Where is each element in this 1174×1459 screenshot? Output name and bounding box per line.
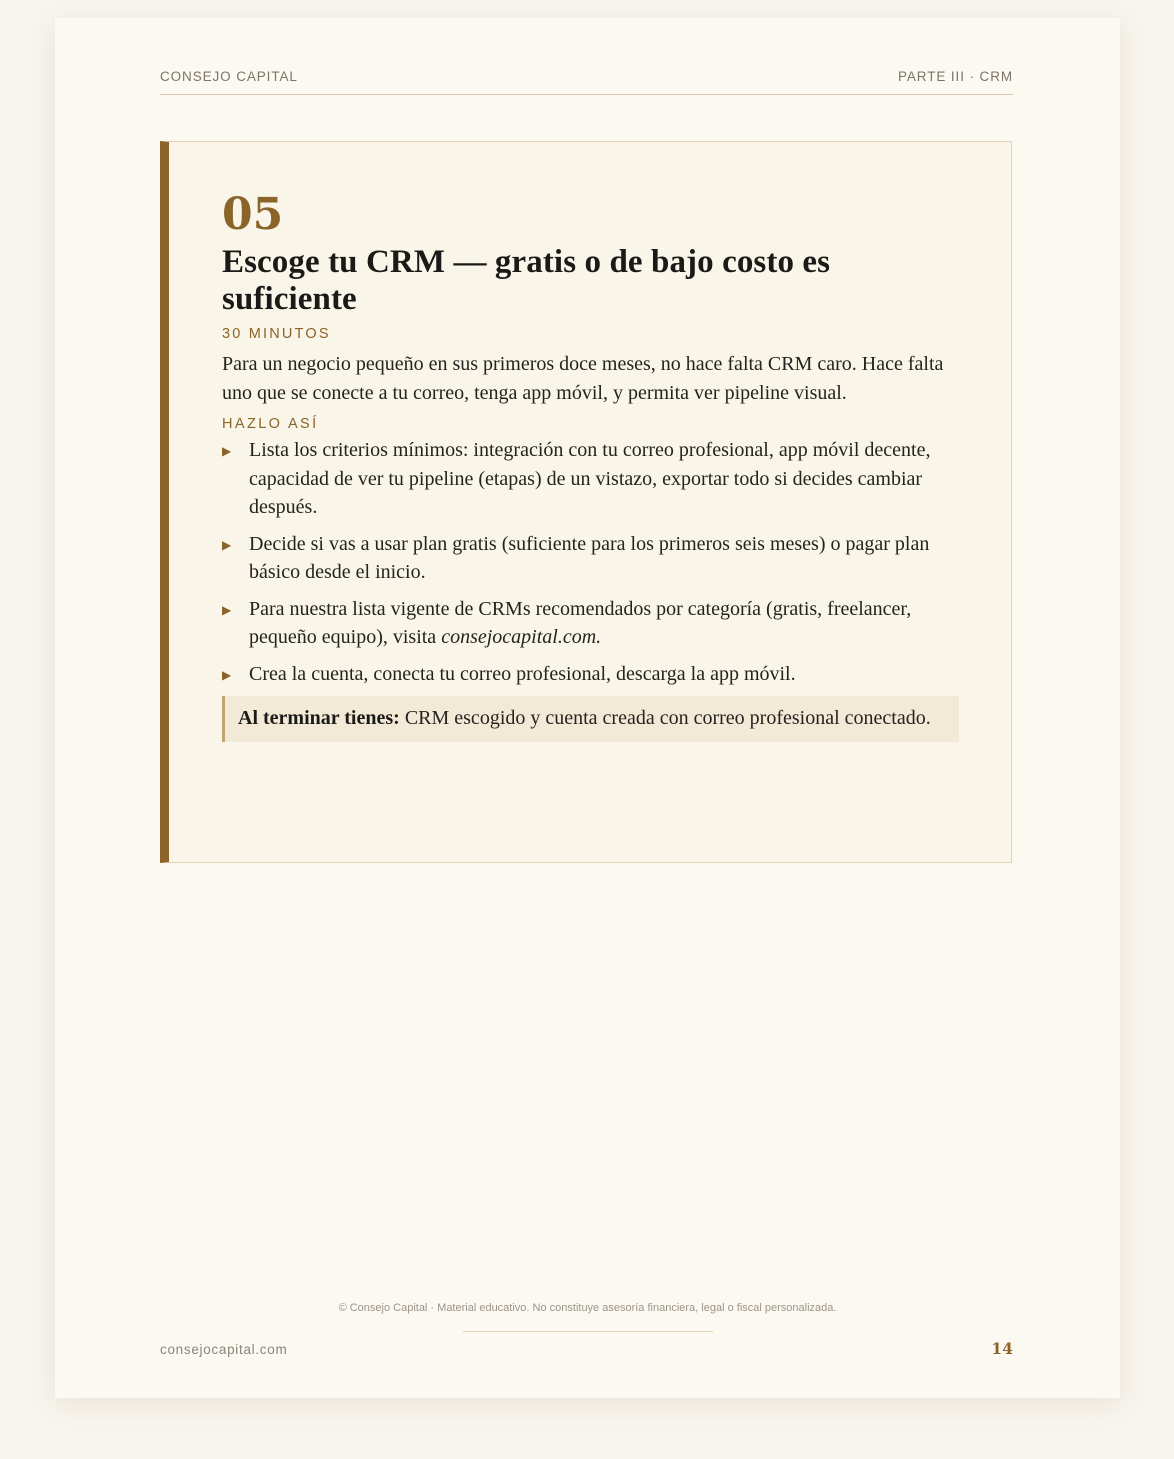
list-item-text: Para nuestra lista vigente de CRMs recomendados por categoría (gratis, freelancer, pequeño equipo), visita [249,597,912,648]
footer-divider [463,1331,713,1332]
step-number: 05 [222,189,284,240]
step-duration: 30 MINUTOS [222,326,331,342]
list-item [222,595,959,652]
triangle-bullet-icon: ▶ [222,667,232,682]
result-label: Al terminar tienes: [238,707,400,729]
triangle-bullet-icon: ▶ [222,537,232,552]
site-link[interactable]: consejocapital.com. [441,626,602,648]
running-header [160,68,1013,95]
list-item-text: Lista los criterios mínimos: integración con tu correo profesional, app móvil decente, capacidad de ver tu pipeline (etapas) de un vistazo, exportar todo si decides cambiar después. [249,439,931,518]
header-section: PARTE III · CRM [897,69,1013,84]
list-item-text: Decide si vas a usar plan gratis (suficiente para los primeros seis meses) o pagar plan básico desde el inicio. [249,532,930,583]
page [55,18,1120,1398]
howto-list [222,436,959,688]
page-number: 14 [991,1339,1013,1358]
disclaimer: © Consejo Capital · Material educativo. No constituye asesoría financiera, legal o fiscal personalizada. [338,1302,837,1314]
footer-site: consejocapital.com [160,1342,288,1357]
triangle-bullet-icon: ▶ [222,602,232,617]
list-item-text: Crea la cuenta, conecta tu correo profesional, descarga la app móvil. [249,662,796,685]
result-text: CRM escogido y cuenta creada con correo profesional conectado. [399,707,931,729]
list-item [222,530,959,587]
step-card [160,141,1012,863]
triangle-bullet-icon: ▶ [222,444,232,458]
list-item [222,660,959,689]
list-item [222,436,959,522]
step-title: Escoge tu CRM — gratis o de bajo costo es suficiente [222,244,831,317]
howto-label: HAZLO ASÍ [222,416,319,432]
header-brand: CONSEJO CAPITAL [160,69,298,84]
step-card-content [222,190,959,742]
step-intro: Para un negocio pequeño en sus primeros doce meses, no hace falta CRM caro. Hace falta uno que se conecte a tu correo, tenga app móvil, y permita ver pipeline visual. [222,353,944,404]
result-callout [222,696,959,742]
